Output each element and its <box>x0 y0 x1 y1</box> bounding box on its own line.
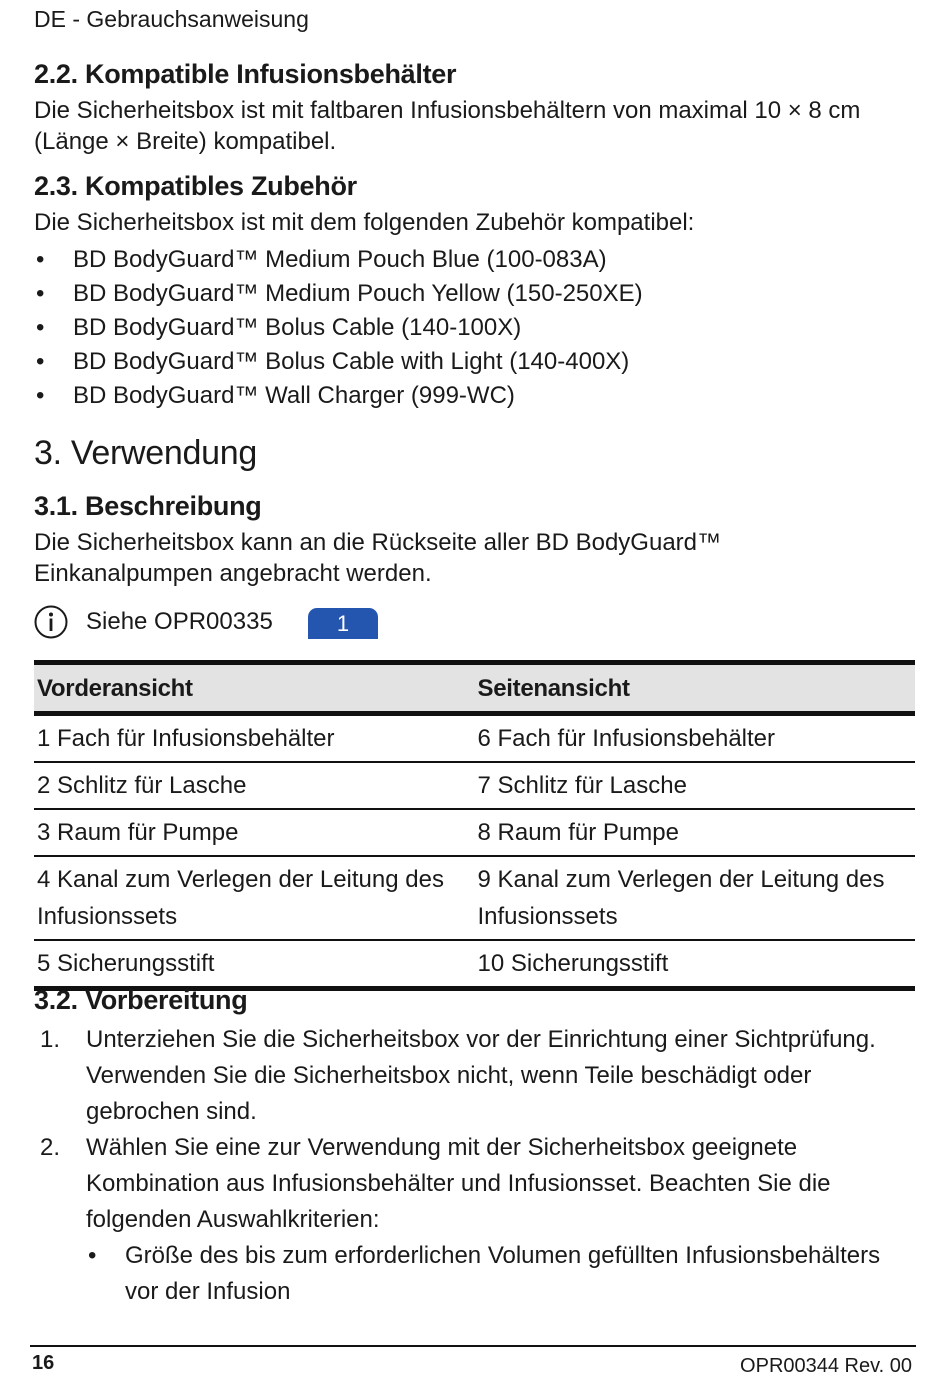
column-header-side-view: Seitenansicht <box>475 663 916 714</box>
info-icon <box>34 605 68 639</box>
footer-divider <box>30 1345 916 1347</box>
table-row <box>34 762 915 809</box>
running-header: DE - Gebrauchsanweisung <box>34 6 309 32</box>
step-number: 2. <box>40 1134 61 1161</box>
document-id: OPR00344 Rev. 00 <box>740 1355 912 1377</box>
reference-badge: 1 <box>308 608 378 639</box>
paragraph-2-3-intro: Die Sicherheitsbox ist mit dem folgenden Zubehör kompatibel: <box>34 209 695 236</box>
step-text: Unterziehen Sie die Sicherheitsbox vor der Einrichtung einer Sichtprüfung. Verwenden Sie die Sicherheitsbox nicht, wenn Teile beschädigt oder gebrochen sind. <box>86 1026 876 1125</box>
table-cell: 4 Kanal zum Verlegen der Leitung des Infusionssets <box>34 856 475 940</box>
table-cell: 10 Sicherungsstift <box>475 940 916 989</box>
selection-criteria-list <box>86 1238 914 1310</box>
column-header-front-view: Vorderansicht <box>34 663 475 714</box>
preparation-steps <box>34 1022 914 1310</box>
parts-table <box>34 660 915 991</box>
step-item <box>34 1022 914 1130</box>
info-text: Siehe OPR00335 <box>86 608 273 635</box>
table-cell: 7 Schlitz für Lasche <box>475 762 916 809</box>
list-item: • BD BodyGuard™ Bolus Cable with Light (140-400X) <box>34 345 914 379</box>
paragraph-3-1: Die Sicherheitsbox kann an die Rückseite aller BD BodyGuard™ Einkanalpumpen angebracht werden. <box>34 529 722 587</box>
paragraph-2-2: Die Sicherheitsbox ist mit faltbaren Infusionsbehältern von maximal 10 × 8 cm (Länge × Breite) kompatibel. <box>34 97 861 155</box>
heading-3-2: 3.2. Vorbereitung <box>34 985 248 1015</box>
step-item <box>34 1130 914 1310</box>
info-note <box>34 603 434 643</box>
table-cell: 2 Schlitz für Lasche <box>34 762 475 809</box>
table-row <box>34 714 915 763</box>
heading-2-3: 2.3. Kompatibles Zubehör <box>34 171 357 201</box>
table-cell: 5 Sicherungsstift <box>34 940 475 989</box>
list-item: • BD BodyGuard™ Wall Charger (999-WC) <box>34 379 914 413</box>
table-row <box>34 940 915 989</box>
list-item: • Größe des bis zum erforderlichen Volumen gefüllten Infusionsbehälters vor der Infusion <box>86 1238 914 1310</box>
table-row <box>34 809 915 856</box>
table-header-row <box>34 663 915 714</box>
page-number: 16 <box>32 1352 55 1374</box>
table-cell: 1 Fach für Infusionsbehälter <box>34 714 475 763</box>
accessory-list <box>34 243 914 413</box>
list-item: • BD BodyGuard™ Medium Pouch Blue (100-083A) <box>34 243 914 277</box>
heading-3: 3. Verwendung <box>34 434 257 472</box>
heading-2-2: 2.2. Kompatible Infusionsbehälter <box>34 59 457 89</box>
heading-3-1: 3.1. Beschreibung <box>34 491 262 521</box>
table-cell: 3 Raum für Pumpe <box>34 809 475 856</box>
table-row <box>34 856 915 940</box>
table-cell: 8 Raum für Pumpe <box>475 809 916 856</box>
step-text: Wählen Sie eine zur Verwendung mit der Sicherheitsbox geeignete Kombination aus Infusionsbehälter und Infusionsset. Beachten Sie die folgenden Auswahlkriterien: <box>86 1134 831 1233</box>
step-number: 1. <box>40 1026 61 1053</box>
table-cell: 6 Fach für Infusionsbehälter <box>475 714 916 763</box>
list-item: • BD BodyGuard™ Medium Pouch Yellow (150-250XE) <box>34 277 914 311</box>
table-cell: 9 Kanal zum Verlegen der Leitung des Infusionssets <box>475 856 916 940</box>
list-item: • BD BodyGuard™ Bolus Cable (140-100X) <box>34 311 914 345</box>
